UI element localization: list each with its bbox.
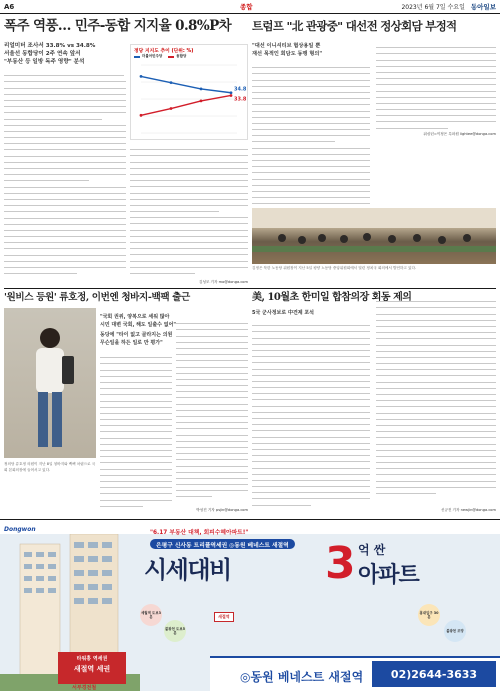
story4-headline: 美, 10월초 한미일 합참의장 회동 제의 xyxy=(252,292,412,303)
page-number: A6 xyxy=(4,2,15,11)
data-label: 33.8 xyxy=(234,96,247,103)
party-support-chart xyxy=(130,44,248,140)
data-point xyxy=(140,75,143,78)
ad-price-unit: 억 싼 xyxy=(358,543,386,557)
legend-item: 더불어민주당 xyxy=(134,54,162,59)
story4-body-right xyxy=(376,296,496,501)
ad-feature-circle: 불광천 도보5분 xyxy=(164,620,186,642)
story1-subhead: 리얼미터 조사서 33.8% vs 34.8% xyxy=(4,43,96,49)
story4-subhead: 5국 군사정보로 中견제 포석 xyxy=(252,310,315,316)
story2-caption: 김정은 북한 노동당 위원장이 지난 5일 평양 노동당 중앙위원회에서 열린 정치국 회의에서 발언하고 있다. xyxy=(252,266,417,270)
series-line xyxy=(141,76,231,92)
apartment-ad xyxy=(0,522,500,691)
story2-body-right xyxy=(376,42,496,132)
series-line xyxy=(141,95,231,115)
ad-headline: 시세대비 xyxy=(144,556,231,584)
chart-plot xyxy=(131,45,249,141)
story4-subheads xyxy=(252,310,372,318)
story2-byline: 워싱턴=이정은 특파원 lightee@donga.com xyxy=(423,132,496,136)
ad-promo-top: 타워홍 역세권 xyxy=(76,656,108,662)
data-label: 34.8 xyxy=(234,86,247,93)
story3-subhead: "국회 권위, 양복으로 세워 많아 xyxy=(100,314,170,320)
ad-feature-circle: 홍대입구 30분 xyxy=(418,604,440,626)
story1-subhead: "부동산 등 일방 독주 영향" 분석 xyxy=(4,59,85,65)
ad-feature-circle: 세월역 도보3분 xyxy=(140,604,162,626)
ad-promo-main: 새절역 세권 xyxy=(73,665,111,673)
story3-body xyxy=(100,352,172,510)
story1-subheads xyxy=(4,42,129,66)
data-point xyxy=(200,88,203,91)
story1-body-right xyxy=(130,144,248,280)
story2-quote-line: "대선 이니셔티브 협상용일 뿐 xyxy=(252,43,321,49)
ad-promo-box xyxy=(58,652,126,684)
legend-item: 동합당 xyxy=(168,54,186,59)
data-point xyxy=(170,107,173,110)
data-point xyxy=(230,91,233,94)
story3-headline: '원비스 등원' 류호정, 이번엔 청바지-백팩 출근 xyxy=(4,292,190,303)
ad-footer-sign: 서부경전철 xyxy=(72,685,97,691)
story3-subhead: 시민 대변 국회, 해도 일출수 없어" xyxy=(100,321,176,328)
story3-subhead: 무슨일을 하든 일로 만 평가" xyxy=(100,339,163,346)
data-point xyxy=(170,81,173,84)
story3-byline: 박성진 기자 psjin@donga.com xyxy=(196,508,248,512)
ad-price-number: 3 xyxy=(325,538,356,589)
story1-subhead: 서울선 동합당이 2주 연속 앞서 xyxy=(4,51,81,57)
ad-station-tag: 새절역 xyxy=(214,612,234,622)
chart-title: 정당 지지도 추이 (단위: %) xyxy=(134,49,194,54)
meeting-photo xyxy=(252,208,496,264)
person-figure xyxy=(4,308,96,458)
ad-brand-name: ◎동원 베네스트 새절역 xyxy=(240,670,364,684)
ad-feature-circle: 불광천 조망 xyxy=(444,620,466,642)
ad-location-pill: 은평구 신사동 트리플역세권 ◎동원 베네스트 새절역 xyxy=(150,539,295,549)
section-title: 종합 xyxy=(240,3,253,11)
story2-headline: 트럼프 "北 관광중" 대선전 정상회담 부정적 xyxy=(252,19,457,33)
page-header xyxy=(0,0,500,14)
section-divider xyxy=(4,288,496,289)
ad-phone-number: 02)2644-3633 xyxy=(372,661,496,687)
story3-body-right xyxy=(176,318,248,504)
data-point xyxy=(140,114,143,117)
story3-subhead: 동당에 "타이 없고 골라지는 의원 xyxy=(100,332,173,338)
story1-headline: 폭주 역풍… 민주-동합 지지율 0.8%P차 xyxy=(4,18,232,34)
data-point xyxy=(200,100,203,103)
ad-company-logo: Dongwon xyxy=(4,526,36,533)
story2-quote xyxy=(252,42,370,58)
story4-byline: 신규진 기자 newjin@donga.com xyxy=(441,508,496,512)
story3-caption: 정의당 류호정 의원이 지난 8일 청바지와 백팩 차림으로 국회 본회의장에 들어서고 있다. xyxy=(4,462,96,472)
story2-body xyxy=(252,62,370,207)
story1-byline: 김성모 기자 mo@donga.com xyxy=(199,280,248,284)
data-point xyxy=(230,94,233,97)
ad-divider xyxy=(0,519,500,520)
story4-body xyxy=(252,320,370,510)
ad-tagline: "6.17 부동산 대책, 회피수혜아파트!" xyxy=(150,530,249,536)
ad-apartment-word: 아파트 xyxy=(358,563,419,588)
issue-date: 2023년 6월 7일 수요일 xyxy=(401,4,465,11)
story2-quote-line: 재선 목적인 회담도 동맹 형의" xyxy=(252,51,323,57)
meeting-scene xyxy=(252,208,496,264)
story1-body xyxy=(4,70,126,280)
newspaper-brand: 동아일보 xyxy=(470,3,496,11)
lawmaker-photo xyxy=(4,308,96,458)
ad-topband xyxy=(0,522,500,534)
